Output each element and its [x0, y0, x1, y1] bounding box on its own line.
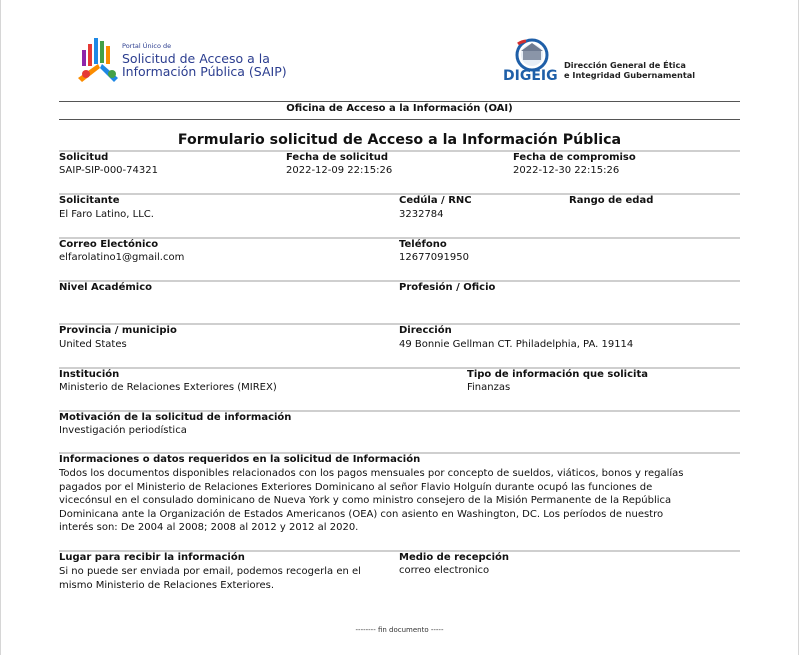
- tipo-informacion-value: Finanzas: [467, 382, 511, 393]
- fecha-compromiso-label: Fecha de compromiso: [513, 152, 636, 163]
- lugar-recibir-label: Lugar para recibir la información: [59, 552, 245, 563]
- saip-logo-small-text: Portal Único de: [122, 42, 172, 50]
- solicitante-label: Solicitante: [59, 195, 120, 206]
- text-line: vicecónsul en el consulado dominicano de Nueva York y como ministro consejero de la Misión Permanente de la República: [59, 495, 672, 506]
- provincia-value: United States: [59, 339, 127, 350]
- text-line: interés son: De 2004 al 2008; 2008 al 2012 y 2012 al 2020.: [59, 522, 359, 533]
- tipo-informacion-label: Tipo de información que solicita: [467, 369, 648, 380]
- motivacion-label: Motivación de la solicitud de información: [59, 412, 292, 423]
- motivacion-value: Investigación periodística: [59, 425, 187, 436]
- digeig-logo-icon: [502, 38, 564, 84]
- header-divider: [59, 101, 740, 102]
- fecha-solicitud-label: Fecha de solicitud: [286, 152, 388, 163]
- lugar-recibir-value: [59, 565, 389, 592]
- informacion-requerida-label: Informaciones o datos requeridos en la solicitud de Información: [59, 454, 421, 465]
- fecha-solicitud-value: 2022-12-09 22:15:26: [286, 165, 393, 176]
- saip-logo-icon: [74, 34, 126, 86]
- saip-logo-line2: Información Pública (SAIP): [122, 63, 287, 79]
- document-header: [0, 0, 799, 100]
- digeig-logo-mark-text: DIGEIG: [503, 68, 558, 84]
- fecha-compromiso-value: 2022-12-30 22:15:26: [513, 165, 620, 176]
- rango-edad-label: Rango de edad: [569, 195, 654, 206]
- profesion-label: Profesión / Oficio: [399, 282, 496, 293]
- text-line: Dominicana ante la Organización de Estados Americanos (OEA) con asiento en Washington, DC. Los períodos de nuestro: [59, 508, 664, 520]
- institucion-value: Ministerio de Relaciones Exteriores (MIREX): [59, 382, 277, 393]
- nivel-academico-label: Nivel Académico: [59, 282, 153, 293]
- informacion-requerida-text: [59, 467, 749, 535]
- provincia-label: Provincia / municipio: [59, 325, 177, 336]
- text-line: Todos los documentos disponibles relacionados con los pagos mensuales por concepto de sueldos, viáticos, bonos y regalías: [59, 468, 684, 479]
- telefono-label: Teléfono: [399, 239, 447, 250]
- document-end-marker: -------- fin documento -----: [355, 626, 444, 634]
- medio-recepcion-label: Medio de recepción: [399, 552, 510, 563]
- section-divider: [59, 150, 740, 152]
- digeig-logo: [502, 38, 702, 86]
- solicitante-value: El Faro Latino, LLC.: [59, 209, 154, 220]
- telefono-value: 12677091950: [399, 252, 469, 263]
- text-line: pagados por el Ministerio de Relaciones Exteriores Dominicano al señor Flavio Holguín durante ocupó las funciones de: [59, 481, 653, 493]
- office-title: Oficina de Acceso a la Información (OAI): [286, 103, 513, 114]
- cedula-label: Cedúla / RNC: [399, 195, 472, 206]
- correo-label: Correo Electónico: [59, 239, 159, 250]
- saip-logo: [74, 34, 287, 86]
- correo-value: elfarolatino1@gmail.com: [59, 252, 185, 263]
- medio-recepcion-value: correo electronico: [399, 565, 490, 576]
- text-line: mismo Ministerio de Relaciones Exteriores.: [59, 579, 275, 591]
- solicitud-label: Solicitud: [59, 152, 109, 163]
- direccion-value: 49 Bonnie Gellman CT. Philadelphia, PA. 19114: [399, 339, 634, 350]
- saip-logo-line1: Solicitud de Acceso a la: [122, 50, 270, 66]
- office-divider: [59, 119, 740, 120]
- direccion-label: Dirección: [399, 325, 452, 336]
- text-line: Si no puede ser enviada por email, podemos recogerla en el: [59, 566, 361, 577]
- institucion-label: Institución: [59, 369, 120, 380]
- digeig-logo-line2: e Integridad Gubernamental: [564, 70, 696, 80]
- form-title: Formulario solicitud de Acceso a la Información Pública: [177, 132, 622, 148]
- cedula-value: 3232784: [399, 209, 444, 220]
- digeig-logo-line1: Dirección General de Ética: [564, 60, 686, 70]
- solicitud-value: SAIP-SIP-000-74321: [59, 165, 158, 176]
